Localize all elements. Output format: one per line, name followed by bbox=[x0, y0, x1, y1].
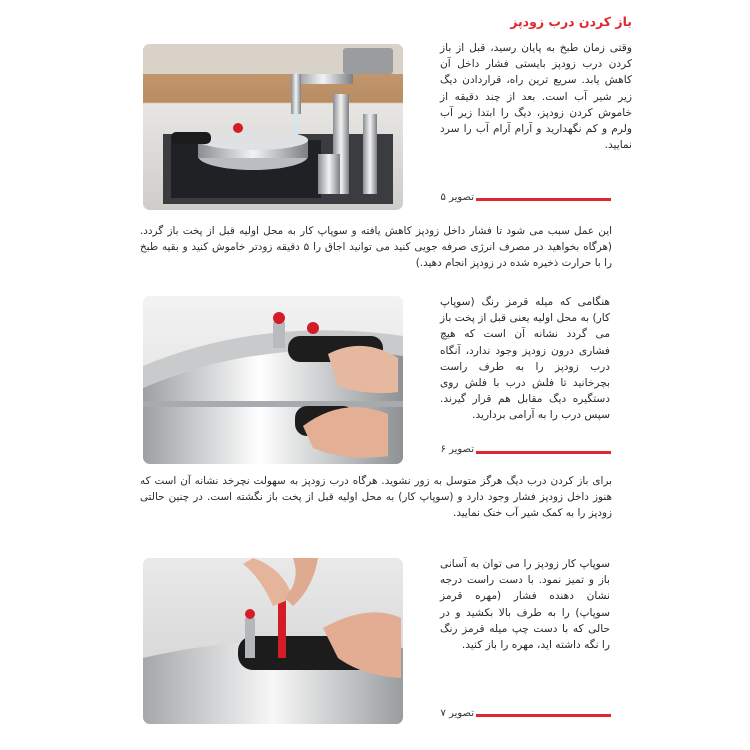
lid-handle-illustration bbox=[143, 296, 403, 464]
section-6-side-text: هنگامی که میله قرمز رنگ (سوپاپ کار) به محل اولیه یعنی قبل از پخت باز می گردد نشانه آن است که هیچ فشاری درون زودپز وجود ندارد، آنگاه درب زودپز را به طرف راست بچرخانید تا فلش درب با فلش روی دستگیره دیگ مقابل هم قرار گیرند. سپس درب را به آرامی بردارید. bbox=[440, 296, 610, 422]
figure-7-rule bbox=[476, 714, 611, 717]
valve-illustration bbox=[143, 558, 403, 724]
figure-5-rule bbox=[476, 198, 611, 201]
photo-turning-lid bbox=[143, 296, 403, 464]
section-7-side-text: سوپاپ کار زودپز را می توان به آسانی باز و تمیز نمود. با دست راست درجه نشان دهنده فشار (مهره قرمز سوپاپ) را به طرف بالا بکشید و در حالی که با دست چپ میله قرمز رنگ را نگه داشته اید، مهره را باز کنید. bbox=[440, 558, 610, 652]
photo-removing-valve bbox=[143, 558, 403, 724]
photo-cooker-under-faucet bbox=[143, 44, 403, 210]
figure-7-caption: تصویر ۷ bbox=[440, 708, 474, 719]
kitchen-sink-illustration bbox=[143, 44, 403, 210]
figure-6-caption: تصویر ۶ bbox=[440, 444, 474, 455]
page-title: باز کردن درب زودپز bbox=[510, 14, 632, 29]
section-5-side-text: وقتی زمان طبخ به پایان رسید، قبل از باز کردن درب زودپز بایستی فشار داخل آن کاهش یابد. سریع ترین راه، قراردادن دیگ زیر شیر آب است. بعد از چند دقیقه از خاموش کردن زودپز، دیگ را ابتدا زیر آب ولرم و کم نگهدارید و آرام آرام آب را سرد نمایید. bbox=[440, 42, 632, 152]
figure-6-rule bbox=[476, 451, 611, 454]
figure-5-caption: تصویر ۵ bbox=[440, 192, 474, 203]
section-5-full-text: این عمل سبب می شود تا فشار داخل زودپز کاهش یافته و سوپاپ کار به محل اولیه قبل از پخت باز گردد. (هرگاه بخواهید در مصرف انرژی صرفه جویی کنید می توانید اجاق را ۵ دقیقه زودتر خاموش کنید و بقیه طبخ را با حرارت ذخیره شده در زودپز انجام دهید.) bbox=[140, 225, 612, 269]
section-6-full-text: برای باز کردن درب دیگ هرگز متوسل به زور نشوید. هرگاه درب زودپز به سهولت نچرخد نشانه آن است که هنوز داخل زودپز فشار وجود دارد و (سوپاپ کار) به محل اولیه قبل از پخت باز نگشته است. در چنین حالتی زودپز را به کمک شیر آب خنک نمایید. bbox=[140, 475, 612, 519]
